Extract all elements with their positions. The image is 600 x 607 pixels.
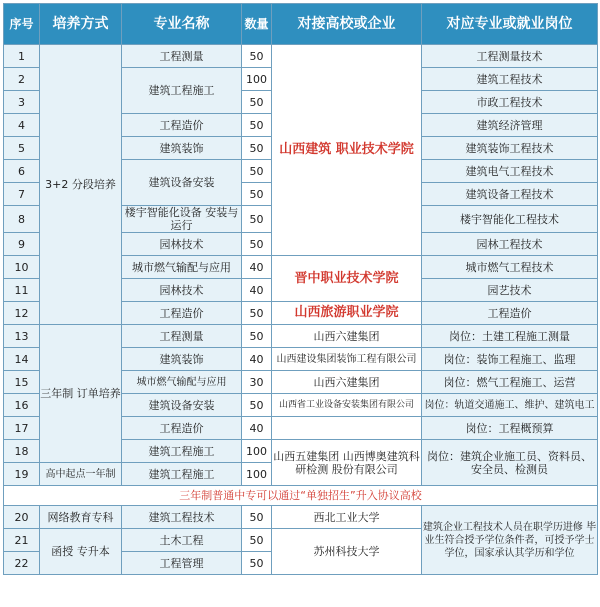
- partner-cell: 山西旅游职业学院: [272, 302, 422, 325]
- qty-cell: 50: [242, 506, 272, 529]
- job-cell: 建筑经济管理: [422, 114, 598, 137]
- job-cell: 工程测量技术: [422, 45, 598, 68]
- row-index: 11: [4, 279, 40, 302]
- mode-cell: 三年制 订单培养: [40, 325, 122, 463]
- qty-cell: 40: [242, 348, 272, 371]
- job-cell: 建筑装饰工程技术: [422, 137, 598, 160]
- major-cell: 工程测量: [122, 45, 242, 68]
- job-cell: 岗位：装饰工程施工、监理: [422, 348, 598, 371]
- qty-cell: 40: [242, 256, 272, 279]
- partner-cell: 山西省工业设备安装集团有限公司: [272, 394, 422, 417]
- qty-cell: 50: [242, 233, 272, 256]
- row-index: 4: [4, 114, 40, 137]
- partner-cell: 山西六建集团: [272, 371, 422, 394]
- major-cell: 土木工程: [122, 529, 242, 552]
- qty-cell: 50: [242, 552, 272, 575]
- row-index: 10: [4, 256, 40, 279]
- job-cell: 岗位：燃气工程施工、运营: [422, 371, 598, 394]
- qty-cell: 50: [242, 529, 272, 552]
- row-index: 14: [4, 348, 40, 371]
- job-cell: 岗位：建筑企业施工员、资料员、安全员、检测员: [422, 440, 598, 486]
- row-index: 17: [4, 417, 40, 440]
- major-cell: 城市燃气输配与应用: [122, 256, 242, 279]
- major-cell: 建筑工程施工: [122, 68, 242, 114]
- mode-cell: 函授 专升本: [40, 529, 122, 575]
- job-cell: 岗位：工程概预算: [422, 417, 598, 440]
- notice-row: [4, 486, 598, 506]
- header-index: 序号: [4, 4, 40, 45]
- notice-text: 三年制普通中专可以通过“单独招生”升入协议高校: [4, 486, 598, 506]
- row-index: 9: [4, 233, 40, 256]
- header-qty: 数量: [242, 4, 272, 45]
- qty-cell: 50: [242, 183, 272, 206]
- partner-cell: 山西建筑 职业技术学院: [272, 45, 422, 256]
- job-cell: 市政工程技术: [422, 91, 598, 114]
- job-cell: 建筑工程技术: [422, 68, 598, 91]
- qty-cell: 50: [242, 114, 272, 137]
- major-cell: 园林技术: [122, 279, 242, 302]
- major-cell: 建筑装饰: [122, 137, 242, 160]
- table-row: [4, 325, 598, 348]
- major-cell: 建筑工程施工: [122, 463, 242, 486]
- job-cell: 建筑企业工程技术人员在职学历进修 毕业生符合授予学位条件者，可授予学士学位，国家承认其学历和学位: [422, 506, 598, 575]
- major-cell: 工程管理: [122, 552, 242, 575]
- qty-cell: 30: [242, 371, 272, 394]
- row-index: 13: [4, 325, 40, 348]
- job-cell: 园艺技术: [422, 279, 598, 302]
- major-cell: 建筑工程施工: [122, 440, 242, 463]
- row-index: 16: [4, 394, 40, 417]
- major-cell: 建筑装饰: [122, 348, 242, 371]
- mode-cell: 网络教育专科: [40, 506, 122, 529]
- row-index: 5: [4, 137, 40, 160]
- major-cell: 城市燃气输配与应用: [122, 371, 242, 394]
- partner-cell: 晋中职业技术学院: [272, 256, 422, 302]
- table-row: [4, 45, 598, 68]
- job-cell: 岗位：土建工程施工测量: [422, 325, 598, 348]
- major-cell: 园林技术: [122, 233, 242, 256]
- header-row: [4, 4, 598, 45]
- partner-cell-empty: [272, 417, 422, 440]
- job-cell: 建筑电气工程技术: [422, 160, 598, 183]
- qty-cell: 50: [242, 206, 272, 233]
- partner-cell: 山西五建集团 山西博奥建筑科研检测 股份有限公司: [272, 440, 422, 486]
- major-cell: 建筑设备安装: [122, 394, 242, 417]
- major-cell: 建筑工程技术: [122, 506, 242, 529]
- row-index: 20: [4, 506, 40, 529]
- partner-cell: 苏州科技大学: [272, 529, 422, 575]
- qty-cell: 40: [242, 417, 272, 440]
- qty-cell: 50: [242, 137, 272, 160]
- mode-cell: 3+2 分段培养: [40, 45, 122, 325]
- qty-cell: 50: [242, 45, 272, 68]
- major-cell: 工程造价: [122, 417, 242, 440]
- header-mode: 培养方式: [40, 4, 122, 45]
- partner-cell: 西北工业大学: [272, 506, 422, 529]
- major-cell: 工程造价: [122, 114, 242, 137]
- row-index: 18: [4, 440, 40, 463]
- enrollment-table: [3, 3, 598, 575]
- qty-cell: 100: [242, 440, 272, 463]
- job-cell: 建筑设备工程技术: [422, 183, 598, 206]
- row-index: 21: [4, 529, 40, 552]
- job-cell: 楼宇智能化工程技术: [422, 206, 598, 233]
- qty-cell: 50: [242, 91, 272, 114]
- header-job: 对应专业或就业岗位: [422, 4, 598, 45]
- header-partner: 对接高校或企业: [272, 4, 422, 45]
- row-index: 12: [4, 302, 40, 325]
- major-cell: 楼宇智能化设备 安装与运行: [122, 206, 242, 233]
- major-cell: 工程测量: [122, 325, 242, 348]
- job-cell: 岗位：轨道交通施工、维护、建筑电工: [422, 394, 598, 417]
- qty-cell: 50: [242, 325, 272, 348]
- qty-cell: 100: [242, 463, 272, 486]
- row-index: 8: [4, 206, 40, 233]
- qty-cell: 50: [242, 160, 272, 183]
- mode-cell: 高中起点一年制: [40, 463, 122, 486]
- header-major: 专业名称: [122, 4, 242, 45]
- row-index: 7: [4, 183, 40, 206]
- qty-cell: 50: [242, 302, 272, 325]
- qty-cell: 100: [242, 68, 272, 91]
- major-cell: 工程造价: [122, 302, 242, 325]
- row-index: 15: [4, 371, 40, 394]
- job-cell: 工程造价: [422, 302, 598, 325]
- partner-cell: 山西建设集团装饰工程有限公司: [272, 348, 422, 371]
- qty-cell: 50: [242, 394, 272, 417]
- row-index: 1: [4, 45, 40, 68]
- row-index: 2: [4, 68, 40, 91]
- partner-cell: 山西六建集团: [272, 325, 422, 348]
- row-index: 6: [4, 160, 40, 183]
- major-cell: 建筑设备安装: [122, 160, 242, 206]
- table-row: [4, 506, 598, 529]
- job-cell: 园林工程技术: [422, 233, 598, 256]
- row-index: 3: [4, 91, 40, 114]
- row-index: 22: [4, 552, 40, 575]
- job-cell: 城市燃气工程技术: [422, 256, 598, 279]
- qty-cell: 40: [242, 279, 272, 302]
- row-index: 19: [4, 463, 40, 486]
